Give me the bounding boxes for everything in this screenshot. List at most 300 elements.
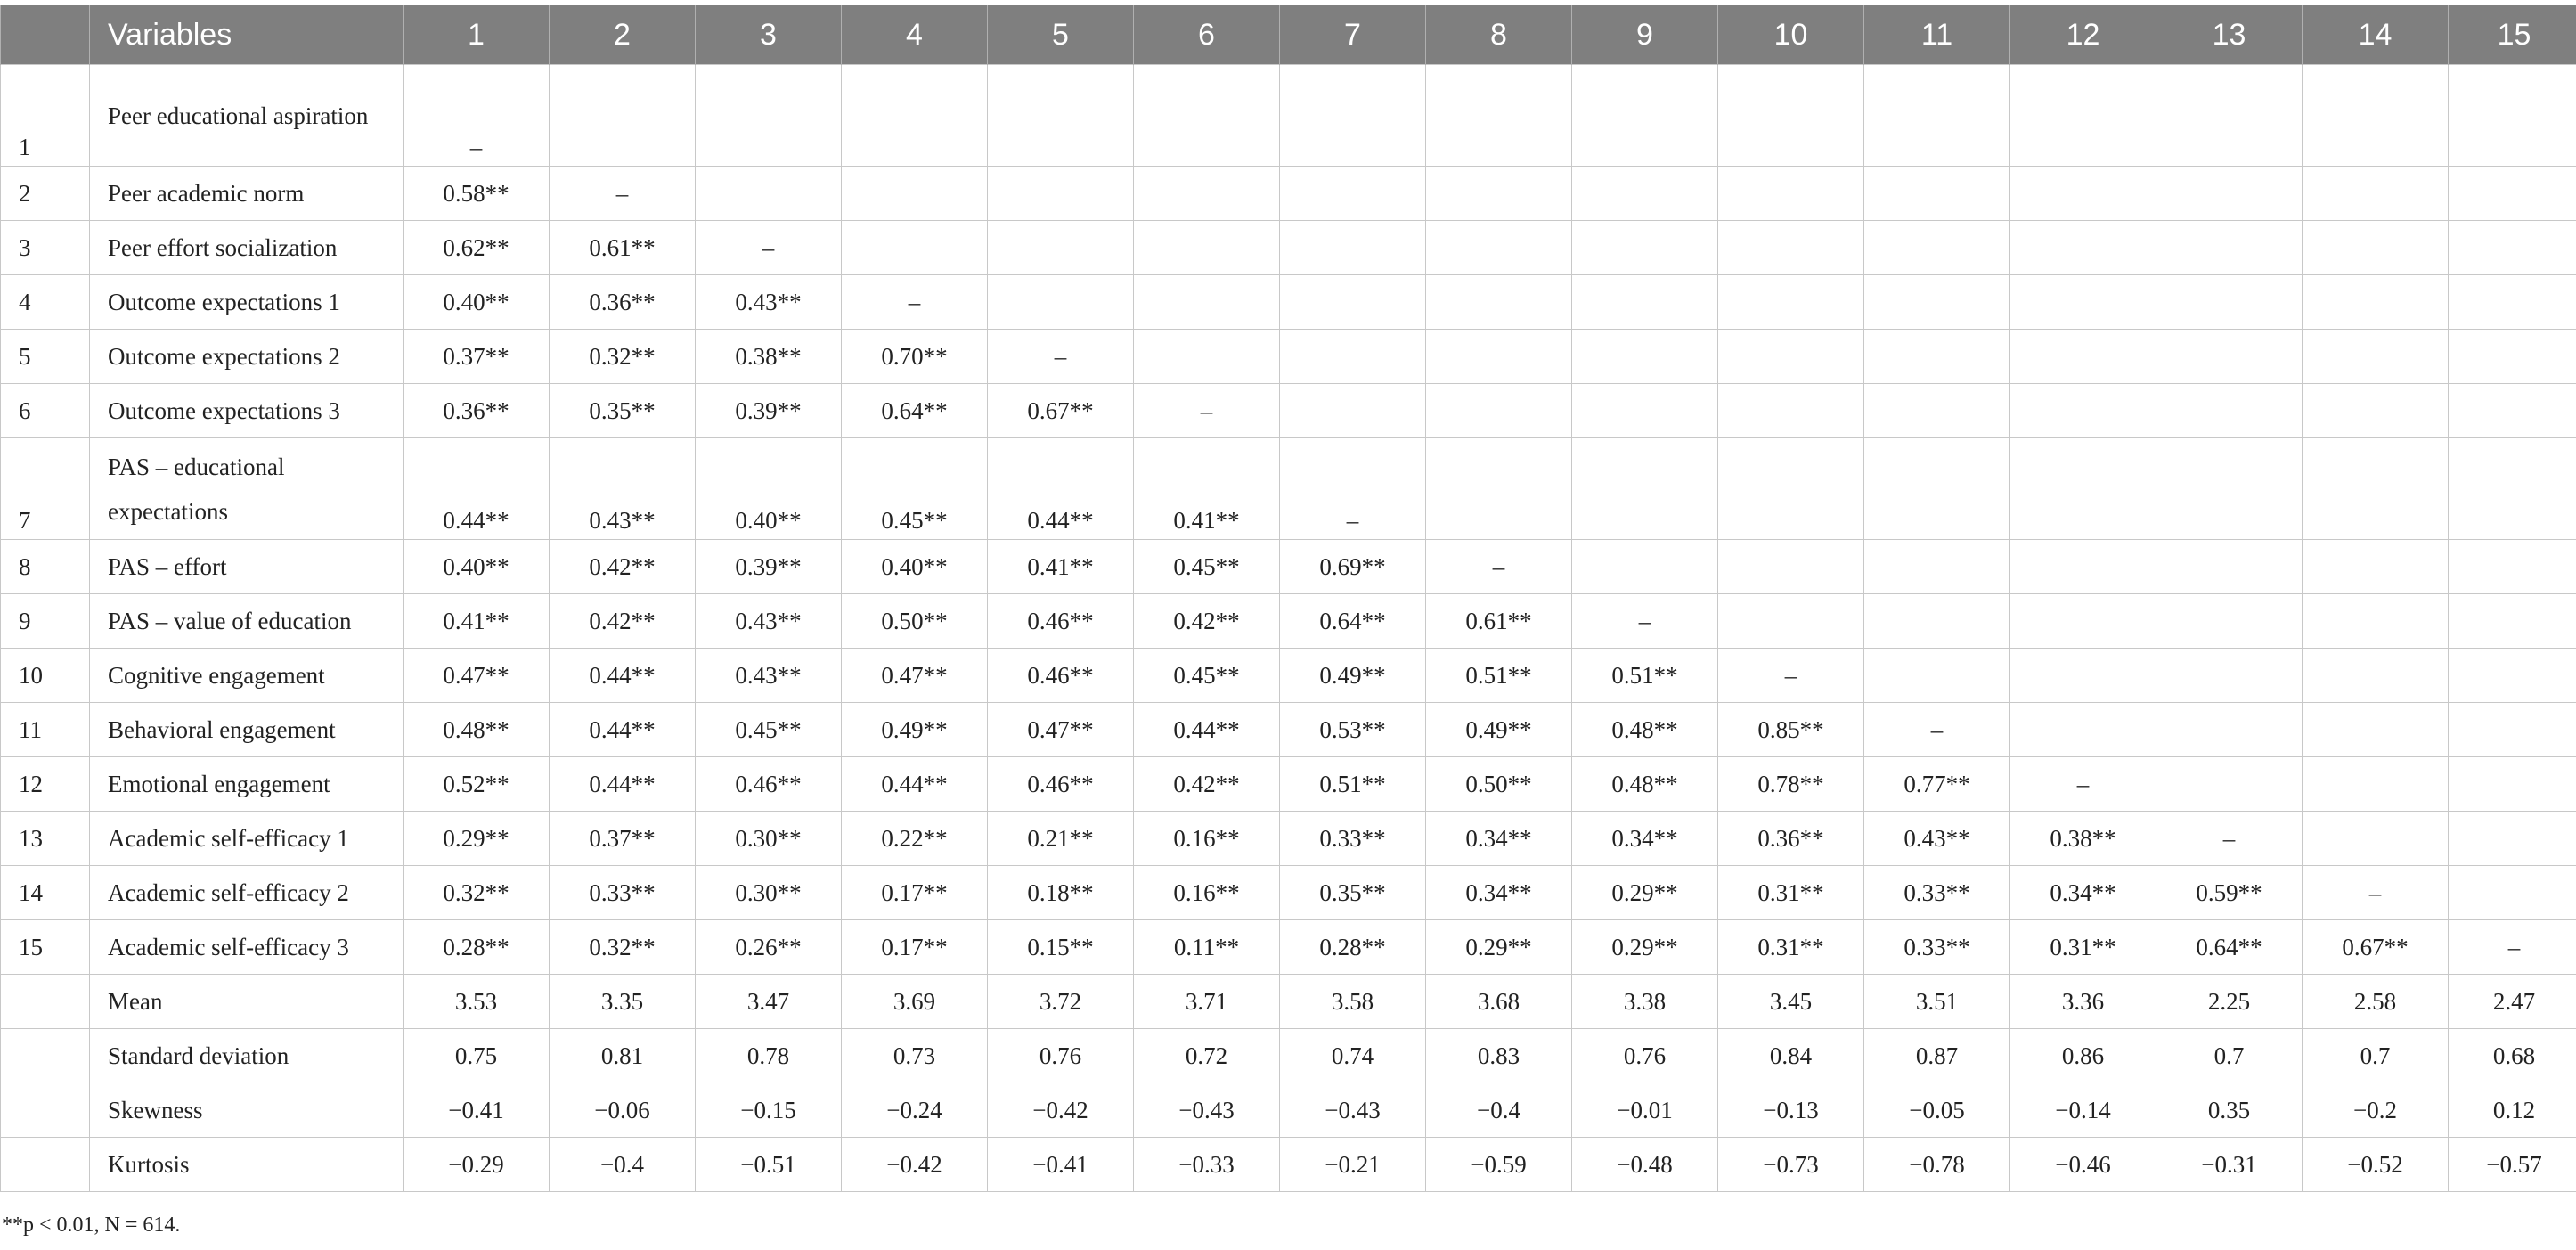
table-cell: 0.64**: [1280, 594, 1426, 649]
row-number: 4: [1, 275, 90, 330]
table-cell: [1864, 384, 2010, 438]
table-cell: 0.48**: [1572, 757, 1718, 812]
table-cell: 0.33**: [1280, 812, 1426, 866]
row-number: 2: [1, 167, 90, 221]
row-number: 9: [1, 594, 90, 649]
table-cell: 0.67**: [2303, 920, 2449, 975]
table-cell: [1134, 275, 1280, 330]
table-cell: 0.34**: [2010, 866, 2156, 920]
table-cell: 0.26**: [696, 920, 842, 975]
table-cell: [2156, 649, 2303, 703]
table-cell: 0.45**: [842, 438, 988, 540]
table-cell: –: [1280, 438, 1426, 540]
table-cell: 0.76: [988, 1029, 1134, 1083]
header-cell-3: 3: [696, 5, 842, 65]
table-cell: [1718, 384, 1864, 438]
table-cell: 0.75: [404, 1029, 550, 1083]
table-cell: [1864, 438, 2010, 540]
variable-name: Behavioral engagement: [90, 703, 404, 757]
table-cell: [1718, 438, 1864, 540]
table-cell: 0.28**: [404, 920, 550, 975]
table-cell: [2156, 438, 2303, 540]
table-cell: 0.18**: [988, 866, 1134, 920]
table-cell: 0.30**: [696, 812, 842, 866]
table-cell: [1280, 221, 1426, 275]
table-cell: 3.45: [1718, 975, 1864, 1029]
table-cell: [550, 65, 696, 167]
row-number: [1, 975, 90, 1029]
table-cell: [1864, 275, 2010, 330]
table-cell: 3.69: [842, 975, 988, 1029]
table-cell: −0.41: [404, 1083, 550, 1138]
table-cell: [2010, 65, 2156, 167]
table-cell: 0.37**: [404, 330, 550, 384]
table-cell: [2303, 649, 2449, 703]
table-cell: 0.40**: [696, 438, 842, 540]
variable-name: Peer effort socialization: [90, 221, 404, 275]
table-cell: 0.7: [2156, 1029, 2303, 1083]
table-cell: [1718, 65, 1864, 167]
table-cell: 0.15**: [988, 920, 1134, 975]
table-cell: 3.47: [696, 975, 842, 1029]
table-cell: 2.25: [2156, 975, 2303, 1029]
table-cell: 0.50**: [842, 594, 988, 649]
table-cell: [2303, 438, 2449, 540]
table-row: [1, 1138, 2576, 1192]
header-cell-2: 2: [550, 5, 696, 65]
table-cell: [2010, 167, 2156, 221]
table-row: [1, 703, 2576, 757]
table-cell: 0.78: [696, 1029, 842, 1083]
table-cell: −0.01: [1572, 1083, 1718, 1138]
table-cell: 0.77**: [1864, 757, 2010, 812]
table-cell: −0.78: [1864, 1138, 2010, 1192]
table-cell: 0.68: [2449, 1029, 2576, 1083]
table-cell: [1864, 649, 2010, 703]
table-row: [1, 275, 2576, 330]
table-cell: 0.43**: [550, 438, 696, 540]
variable-name: Standard deviation: [90, 1029, 404, 1083]
table-row: [1, 920, 2576, 975]
table-cell: [1134, 167, 1280, 221]
table-cell: 0.76: [1572, 1029, 1718, 1083]
table-cell: 0.44**: [550, 757, 696, 812]
table-cell: 2.58: [2303, 975, 2449, 1029]
header-cell-index: [1, 5, 90, 65]
table-cell: [2010, 384, 2156, 438]
table-cell: [1864, 540, 2010, 594]
table-cell: 0.34**: [1426, 866, 1572, 920]
table-cell: 0.29**: [1426, 920, 1572, 975]
table-cell: [696, 65, 842, 167]
table-cell: −0.48: [1572, 1138, 1718, 1192]
table-cell: 0.31**: [2010, 920, 2156, 975]
table-cell: 0.32**: [404, 866, 550, 920]
table-cell: 0.28**: [1280, 920, 1426, 975]
table-cell: 0.81: [550, 1029, 696, 1083]
table-cell: [2449, 594, 2576, 649]
table-cell: 0.29**: [1572, 866, 1718, 920]
row-number: 11: [1, 703, 90, 757]
table-row: [1, 649, 2576, 703]
table-cell: [1134, 330, 1280, 384]
header-cell-1: 1: [404, 5, 550, 65]
table-cell: 0.51**: [1426, 649, 1572, 703]
table-cell: [988, 167, 1134, 221]
table-cell: [2449, 167, 2576, 221]
table-cell: [2156, 330, 2303, 384]
table-cell: [2010, 221, 2156, 275]
table-cell: 3.38: [1572, 975, 1718, 1029]
table-row: [1, 975, 2576, 1029]
table-cell: [2303, 812, 2449, 866]
table-cell: [1280, 65, 1426, 167]
table-cell: 0.32**: [550, 330, 696, 384]
table-cell: [696, 167, 842, 221]
table-cell: 0.32**: [550, 920, 696, 975]
table-cell: 0.64**: [2156, 920, 2303, 975]
table-cell: 0.51**: [1280, 757, 1426, 812]
header-cell-13: 13: [2156, 5, 2303, 65]
table-cell: –: [550, 167, 696, 221]
table-cell: –: [1572, 594, 1718, 649]
table-cell: 0.41**: [988, 540, 1134, 594]
table-cell: [2010, 540, 2156, 594]
table-cell: 0.67**: [988, 384, 1134, 438]
table-cell: 0.44**: [550, 649, 696, 703]
table-cell: [1426, 167, 1572, 221]
table-cell: 0.44**: [988, 438, 1134, 540]
table-cell: [1280, 167, 1426, 221]
table-cell: 0.58**: [404, 167, 550, 221]
table-cell: [842, 221, 988, 275]
table-cell: [2156, 167, 2303, 221]
table-row: [1, 1083, 2576, 1138]
table-cell: 0.29**: [1572, 920, 1718, 975]
row-number: 7: [1, 438, 90, 540]
variable-name: Academic self-efficacy 2: [90, 866, 404, 920]
table-cell: −0.43: [1134, 1083, 1280, 1138]
table-cell: [2156, 221, 2303, 275]
table-cell: [2156, 275, 2303, 330]
table-cell: 0.33**: [550, 866, 696, 920]
table-cell: [1718, 594, 1864, 649]
table-cell: [2010, 594, 2156, 649]
table-cell: 0.61**: [550, 221, 696, 275]
table-cell: 0.47**: [988, 703, 1134, 757]
header-cell-4: 4: [842, 5, 988, 65]
table-cell: [2449, 703, 2576, 757]
table-cell: [2449, 275, 2576, 330]
table-cell: [2449, 221, 2576, 275]
table-cell: [2449, 866, 2576, 920]
table-cell: 0.73: [842, 1029, 988, 1083]
table-cell: 0.17**: [842, 920, 988, 975]
variable-name: Peer academic norm: [90, 167, 404, 221]
table-cell: 0.34**: [1572, 812, 1718, 866]
table-cell: [1426, 275, 1572, 330]
table-cell: 0.43**: [696, 649, 842, 703]
table-cell: [1280, 275, 1426, 330]
table-cell: 0.45**: [696, 703, 842, 757]
header-cell-10: 10: [1718, 5, 1864, 65]
header-cell-12: 12: [2010, 5, 2156, 65]
table-cell: –: [1864, 703, 2010, 757]
table-cell: [1718, 167, 1864, 221]
variable-name: Academic self-efficacy 1: [90, 812, 404, 866]
table-cell: 0.59**: [2156, 866, 2303, 920]
header-cell-11: 11: [1864, 5, 2010, 65]
table-cell: [2010, 275, 2156, 330]
table-cell: −0.4: [1426, 1083, 1572, 1138]
table-cell: [1426, 438, 1572, 540]
table-cell: 0.74: [1280, 1029, 1426, 1083]
table-cell: 0.47**: [842, 649, 988, 703]
table-body: [1, 65, 2576, 1192]
table-cell: 0.35: [2156, 1083, 2303, 1138]
table-cell: [2449, 649, 2576, 703]
table-cell: 0.7: [2303, 1029, 2449, 1083]
table-cell: −0.4: [550, 1138, 696, 1192]
table-cell: [1426, 221, 1572, 275]
table-cell: 0.33**: [1864, 866, 2010, 920]
table-cell: 0.87: [1864, 1029, 2010, 1083]
table-cell: [1864, 330, 2010, 384]
table-cell: 0.43**: [696, 594, 842, 649]
table-cell: 0.43**: [1864, 812, 2010, 866]
table-cell: [1572, 540, 1718, 594]
table-cell: 0.29**: [404, 812, 550, 866]
table-cell: 0.84: [1718, 1029, 1864, 1083]
table-cell: –: [988, 330, 1134, 384]
table-cell: 3.35: [550, 975, 696, 1029]
header-cell-8: 8: [1426, 5, 1572, 65]
row-number: 6: [1, 384, 90, 438]
table-cell: [2303, 221, 2449, 275]
table-cell: −0.24: [842, 1083, 988, 1138]
table-cell: [2010, 330, 2156, 384]
table-cell: [988, 65, 1134, 167]
table-cell: 0.44**: [404, 438, 550, 540]
table-row: [1, 167, 2576, 221]
variable-name: Kurtosis: [90, 1138, 404, 1192]
table-cell: 0.36**: [550, 275, 696, 330]
table-cell: 0.35**: [1280, 866, 1426, 920]
table-cell: [988, 221, 1134, 275]
table-cell: [2303, 540, 2449, 594]
table-cell: [2156, 540, 2303, 594]
table-cell: −0.21: [1280, 1138, 1426, 1192]
table-cell: −0.59: [1426, 1138, 1572, 1192]
table-cell: −0.57: [2449, 1138, 2576, 1192]
table-cell: 0.41**: [1134, 438, 1280, 540]
table-cell: 0.83: [1426, 1029, 1572, 1083]
table-row: [1, 594, 2576, 649]
table-cell: –: [2303, 866, 2449, 920]
table-cell: −0.33: [1134, 1138, 1280, 1192]
table-cell: [2156, 757, 2303, 812]
variable-name: PAS – effort: [90, 540, 404, 594]
table-cell: 0.52**: [404, 757, 550, 812]
table-cell: −0.2: [2303, 1083, 2449, 1138]
table-cell: 0.53**: [1280, 703, 1426, 757]
table-cell: 0.42**: [1134, 594, 1280, 649]
table-cell: 0.17**: [842, 866, 988, 920]
table-cell: −0.05: [1864, 1083, 2010, 1138]
table-cell: −0.06: [550, 1083, 696, 1138]
table-cell: [2303, 594, 2449, 649]
table-cell: 0.42**: [550, 594, 696, 649]
table-cell: –: [2449, 920, 2576, 975]
table-cell: [1572, 65, 1718, 167]
row-number: [1, 1138, 90, 1192]
table-cell: [2449, 330, 2576, 384]
header-cell-7: 7: [1280, 5, 1426, 65]
table-cell: 0.49**: [842, 703, 988, 757]
table-cell: [1864, 65, 2010, 167]
table-cell: [1718, 330, 1864, 384]
table-cell: [1426, 330, 1572, 384]
table-cell: 3.68: [1426, 975, 1572, 1029]
table-cell: 0.11**: [1134, 920, 1280, 975]
table-cell: [1572, 221, 1718, 275]
table-cell: 0.42**: [1134, 757, 1280, 812]
table-row: [1, 384, 2576, 438]
table-cell: [2449, 65, 2576, 167]
table-cell: 0.33**: [1864, 920, 2010, 975]
table-cell: 0.86: [2010, 1029, 2156, 1083]
table-cell: 0.38**: [696, 330, 842, 384]
table-cell: [1718, 221, 1864, 275]
table-row: [1, 438, 2576, 540]
table-cell: −0.15: [696, 1083, 842, 1138]
table-cell: 0.45**: [1134, 540, 1280, 594]
table-cell: 0.31**: [1718, 920, 1864, 975]
table-cell: [1572, 167, 1718, 221]
table-cell: 0.44**: [1134, 703, 1280, 757]
table-cell: [2303, 275, 2449, 330]
table-cell: −0.43: [1280, 1083, 1426, 1138]
table-cell: 3.53: [404, 975, 550, 1029]
table-cell: −0.46: [2010, 1138, 2156, 1192]
table-cell: −0.13: [1718, 1083, 1864, 1138]
variable-name: Academic self-efficacy 3: [90, 920, 404, 975]
table-cell: 0.39**: [696, 540, 842, 594]
table-cell: –: [842, 275, 988, 330]
table-row: [1, 866, 2576, 920]
table-cell: [1280, 384, 1426, 438]
table-cell: −0.52: [2303, 1138, 2449, 1192]
table-cell: [2010, 649, 2156, 703]
table-cell: –: [404, 65, 550, 167]
table-cell: −0.51: [696, 1138, 842, 1192]
table-cell: 0.36**: [404, 384, 550, 438]
row-number: 8: [1, 540, 90, 594]
table-cell: [1572, 330, 1718, 384]
table-cell: 0.50**: [1426, 757, 1572, 812]
table-row: [1, 1029, 2576, 1083]
table-cell: [2156, 65, 2303, 167]
table-cell: [2449, 812, 2576, 866]
table-cell: 0.16**: [1134, 866, 1280, 920]
table-cell: −0.42: [988, 1083, 1134, 1138]
table-cell: 0.72: [1134, 1029, 1280, 1083]
table-cell: 0.39**: [696, 384, 842, 438]
table-cell: −0.29: [404, 1138, 550, 1192]
table-cell: 0.37**: [550, 812, 696, 866]
table-cell: 0.46**: [988, 649, 1134, 703]
table-cell: [1134, 221, 1280, 275]
table-cell: [2449, 757, 2576, 812]
header-cell-5: 5: [988, 5, 1134, 65]
table-cell: 0.22**: [842, 812, 988, 866]
table-cell: 0.62**: [404, 221, 550, 275]
table-cell: [842, 65, 988, 167]
variable-name: Outcome expectations 3: [90, 384, 404, 438]
table-cell: 0.49**: [1426, 703, 1572, 757]
table-cell: 0.78**: [1718, 757, 1864, 812]
row-number: 15: [1, 920, 90, 975]
table-cell: [2303, 384, 2449, 438]
table-cell: 0.42**: [550, 540, 696, 594]
table-cell: 0.49**: [1280, 649, 1426, 703]
header-cell-14: 14: [2303, 5, 2449, 65]
table-cell: [1864, 167, 2010, 221]
table-row: [1, 540, 2576, 594]
table-cell: –: [1718, 649, 1864, 703]
table-cell: −0.42: [842, 1138, 988, 1192]
table-cell: 0.61**: [1426, 594, 1572, 649]
table-cell: [1718, 540, 1864, 594]
table-cell: [988, 275, 1134, 330]
table-cell: 0.70**: [842, 330, 988, 384]
row-number: 12: [1, 757, 90, 812]
table-cell: 0.41**: [404, 594, 550, 649]
table-cell: 0.36**: [1718, 812, 1864, 866]
table-cell: 0.46**: [988, 757, 1134, 812]
table-cell: –: [1134, 384, 1280, 438]
table-cell: 0.44**: [842, 757, 988, 812]
table-cell: 0.40**: [404, 540, 550, 594]
table-cell: 2.47: [2449, 975, 2576, 1029]
table-footnote: **p < 0.01, N = 614.: [2, 1213, 181, 1237]
table-cell: −0.73: [1718, 1138, 1864, 1192]
table-cell: 0.64**: [842, 384, 988, 438]
table-cell: 0.48**: [404, 703, 550, 757]
variable-name: Emotional engagement: [90, 757, 404, 812]
table-cell: 0.44**: [550, 703, 696, 757]
table-cell: [2449, 540, 2576, 594]
table-cell: 0.21**: [988, 812, 1134, 866]
table-cell: 0.46**: [696, 757, 842, 812]
table-cell: [1864, 221, 2010, 275]
table-row: [1, 757, 2576, 812]
table-cell: –: [1426, 540, 1572, 594]
table-cell: 0.69**: [1280, 540, 1426, 594]
variable-name: PAS – value of education: [90, 594, 404, 649]
table-cell: –: [696, 221, 842, 275]
variable-name: Skewness: [90, 1083, 404, 1138]
table-cell: 3.71: [1134, 975, 1280, 1029]
variable-name: Cognitive engagement: [90, 649, 404, 703]
row-number: [1, 1083, 90, 1138]
table-cell: 0.47**: [404, 649, 550, 703]
table-cell: 0.85**: [1718, 703, 1864, 757]
table-cell: [2156, 384, 2303, 438]
header-cell-9: 9: [1572, 5, 1718, 65]
table-cell: [1864, 594, 2010, 649]
variable-name: Peer educational aspiration: [90, 65, 404, 167]
